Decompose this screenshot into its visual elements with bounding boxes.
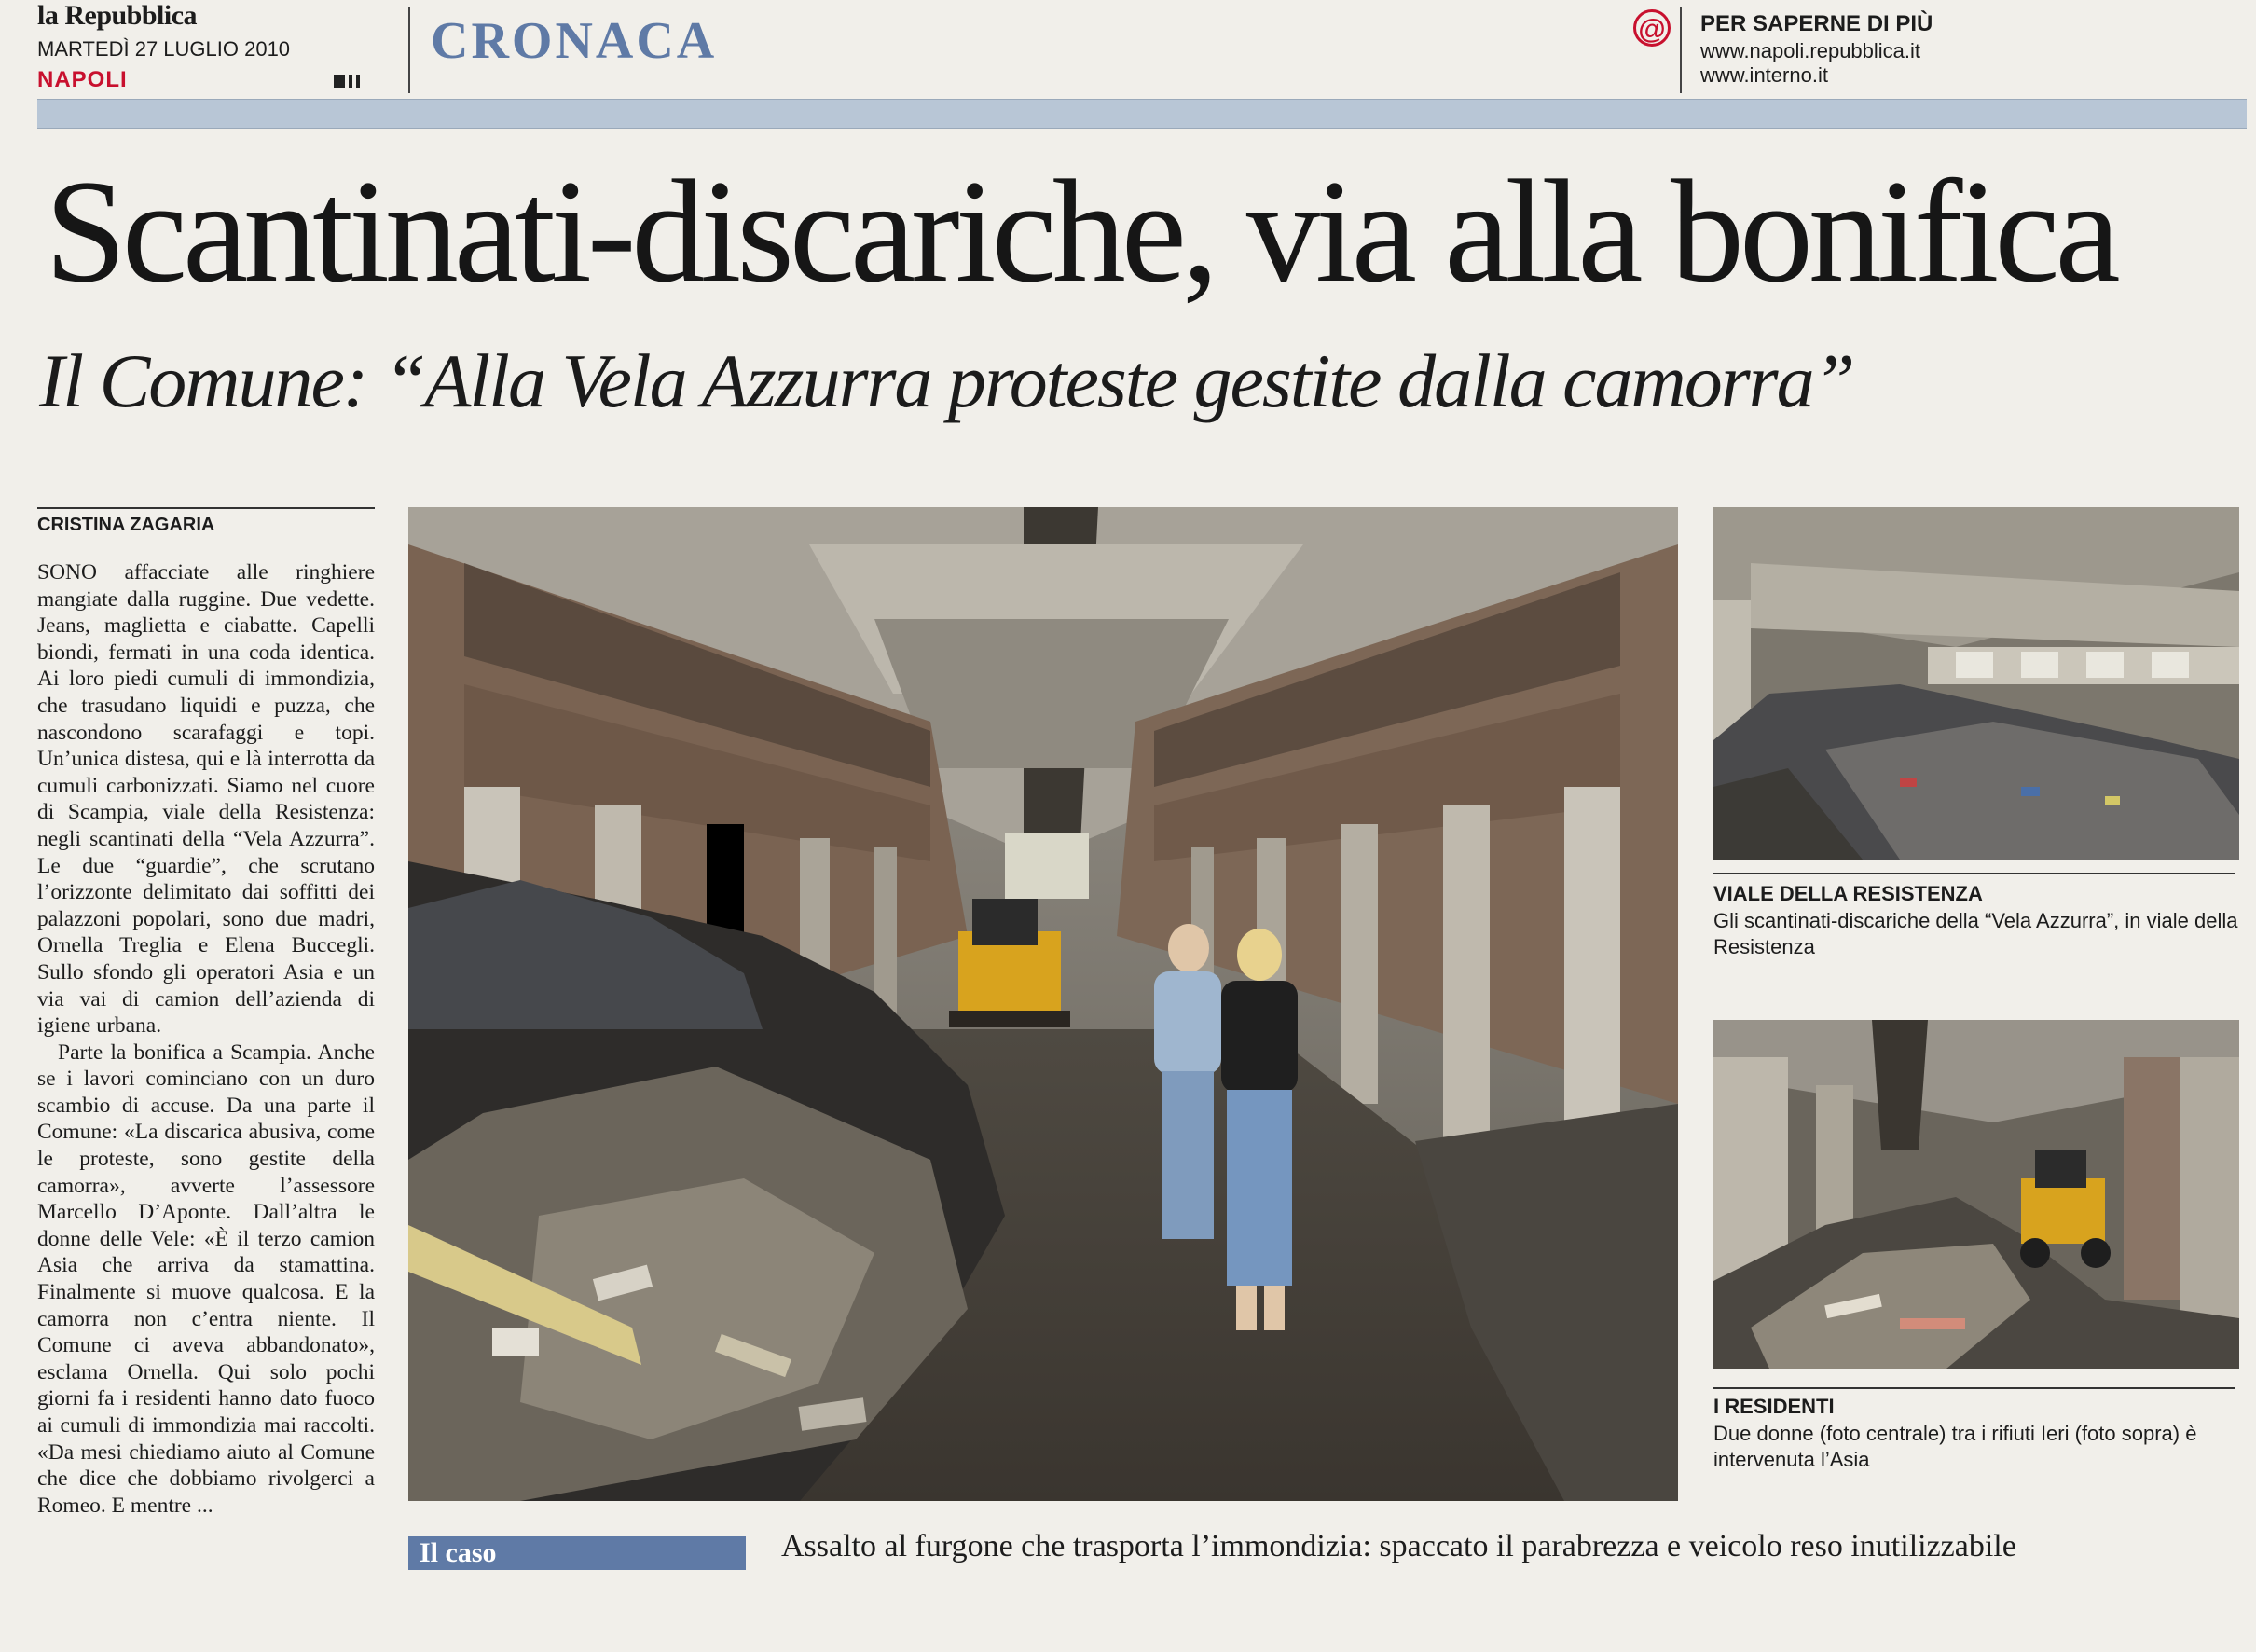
city-label: NAPOLI — [37, 67, 128, 92]
article-paragraph: Parte la bonifica a Scampia. Anche se i lavori cominciano con un duro scambio di accuse. Da una parte il Comune: «La discarica abusiva, come le proteste, sono gestite della camorra», avverte l’assessore Marcello D’Aponte. Dall’altra le donne delle Vele: «È il terzo camion Asia che arriva da stamattina. Finalmente si muove qualcosa. E la camorra non c’entra niente. Il Comune ci aveva abbandonato», esclama Ornella. Qui solo pochi giorni fa i residenti hanno dato fuoco ai cumuli di immondizia mai raccolti. «Da mesi chiediamo aiuto al Comune che dice che dobbiamo rivolgerci a Romeo. E mentre ... — [37, 1039, 375, 1518]
info-divider — [1680, 7, 1682, 93]
header-band — [37, 99, 2247, 129]
sidebar-label: Il caso — [408, 1536, 746, 1570]
main-photo — [408, 507, 1678, 1501]
bottom-right-photo-drawing — [1713, 1020, 2239, 1369]
bottom-right-photo — [1713, 1020, 2239, 1369]
caption-title: VIALE DELLA RESISTENZA — [1713, 882, 1983, 905]
caption-text: Gli scantinati-discariche della “Vela Azzurra”, in viale della Resistenza — [1713, 909, 2238, 958]
headline: Scantinati-discariche, via alla bonifica — [45, 150, 2116, 313]
secondary-headline: Assalto al furgone che trasporta l’immondizia: spaccato il parabrezza e veicolo reso inutilizzabile — [781, 1529, 2016, 1563]
top-right-photo-drawing — [1713, 507, 2239, 860]
caption-title: I RESIDENTI — [1713, 1395, 1835, 1418]
byline-rule — [37, 507, 375, 509]
top-right-photo — [1713, 507, 2239, 860]
more-info-link[interactable]: www.napoli.repubblica.it — [1700, 39, 1921, 62]
caption-rule — [1713, 1387, 2235, 1389]
subheadline: Il Comune: “Alla Vela Azzurra proteste gestite dalla camorra” — [39, 338, 1854, 423]
byline: CRISTINA ZAGARIA — [37, 515, 215, 535]
more-info-link[interactable]: www.interno.it — [1700, 63, 1828, 87]
article-paragraph: SONO affacciate alle ringhiere mangiate dalla ruggine. Due vedette. Jeans, maglietta e ciabatte. Capelli biondi, fermati in una coda identica. Ai loro piedi cumuli di immondizia, che trasudano liquidi e puzza, che nascondono scarafaggi e topi. Un’unica distesa, qui e là interrotta da cumuli carbonizzati. Siamo nel cuore di Scampia, viale della Resistenza: negli scantinati della “Vela Azzurra”. Le due “guardie”, che scrutano l’orizzonte delimitato dai soffitti dei palazzoni popolari, sono due madri, Ornella Treglia e Elena Buccegli. Sullo sfondo gli operatori Asia e un via vai di camion dell’azienda di igiene urbana. — [37, 560, 375, 1039]
at-icon: @ — [1633, 9, 1671, 47]
header-divider — [408, 7, 410, 93]
more-info-title: PER SAPERNE DI PIÙ — [1700, 11, 1933, 36]
issue-date: MARTEDÌ 27 LUGLIO 2010 — [37, 37, 291, 61]
section-title: CRONACA — [431, 12, 718, 70]
caption-rule — [1713, 873, 2235, 874]
main-photo-drawing — [408, 507, 1678, 1501]
masthead-logo: la Repubblica — [37, 0, 198, 31]
section-markers — [334, 75, 360, 88]
caption-text: Due donne (foto centrale) tra i rifiuti Ieri (foto sopra) è intervenuta l’Asia — [1713, 1422, 2197, 1471]
article-body — [37, 559, 375, 1519]
